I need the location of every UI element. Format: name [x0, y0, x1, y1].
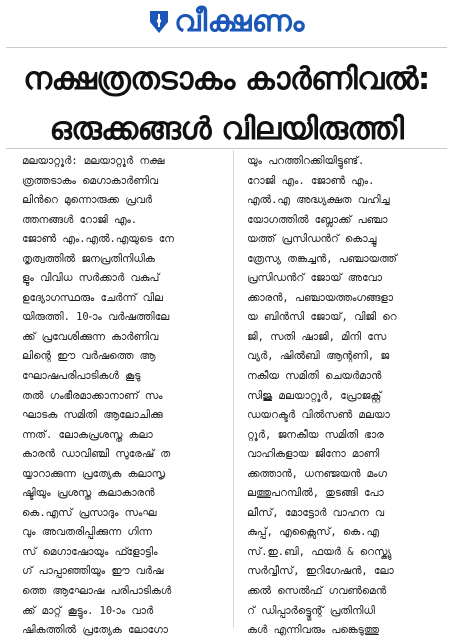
article-line: ലീസ്, മോട്ടോർ വാഹന വ [247, 506, 385, 519]
article-line: ജി, സതി ഷാജി, മിനി സേ [247, 330, 387, 343]
article-line: ത്തെ ആഘോഷ പരിപാടികൾ [22, 585, 172, 598]
article-line: ഡയറക്ടർ വിൽസൺ മലയാ [247, 409, 390, 422]
column-divider [233, 150, 234, 628]
article-line: യോഗത്തിൽ ബ്ലോക്ക് പഞ്ചാ [247, 213, 388, 226]
article-line: സ് മെഗാഷോയും ഫ്ളോട്ടിം [22, 545, 158, 558]
article-line: റ് ഡിപ്പാർട്ട്മെന്റ് പ്രതിനിധി [247, 604, 375, 617]
article-line: യ ബിൻസി ജോയ്, വിജി റെ [247, 311, 397, 324]
article-line: ലത്തുപറമ്പിൽ, തുടങ്ങി പോ [247, 487, 384, 500]
article-line: ഘാടക സമിതി ആലോചിക്കു [22, 409, 163, 422]
article-column-1 [22, 152, 222, 641]
article-line: വ്യർ, ഷിൽബി ആന്റണി, ജ [247, 350, 390, 363]
article-line: ക്ക് പ്രവേശിക്കുന്ന കാർണിവ [22, 330, 159, 343]
article-line: മലയാറ്റൂർ: മലയാറ്റൂർ നക്ഷ [22, 155, 165, 167]
masthead-rule [6, 47, 447, 48]
pen-nib-icon [148, 9, 170, 35]
masthead [0, 0, 453, 44]
article-line: ഘോഷപരിപാടികൾ കൂടു [22, 370, 141, 383]
article-line: യത്ത് പ്രസിഡൻറ് കൊച്ചു [247, 233, 377, 246]
logo [148, 4, 305, 39]
headline [4, 54, 449, 154]
article-line: പ്രസിഡൻറ് ജോയ് അവോ [247, 272, 382, 285]
article-line: ജോൺ എം.എൽ.എയുടെ നേ [22, 233, 174, 246]
article-line: ത്രത്തടാകം മെഗാകാർണിവ [22, 174, 158, 187]
article-line: കാരൻ ഡാവിഞ്ചി സുരേഷ് ത [22, 448, 171, 461]
article-line: റോജി എം. ജോൺ എം. [247, 174, 375, 187]
article-line: ളും വിവിധ സർക്കാർ വകുപ് [22, 272, 160, 285]
article-line: കൾ എന്നിവരും പങ്കെടുത്തു [247, 624, 379, 637]
article-line: സിജു മലയാറ്റൂർ, പ്രോജക്റ്റ് [247, 389, 382, 402]
article-line: സർവ്വീസ്, ഇറിഗേഷൻ, ലോ [247, 565, 394, 578]
article-line: കെ.എസ് പ്രസാദും സംഘ [22, 506, 157, 519]
article-line: റ്റൂർ, ജനകീയ സമിതി ഭാര [247, 428, 384, 441]
article-line: യും പറത്തിറക്കിയിട്ടുണ്ട്. [247, 155, 365, 167]
article-line: യ്യാറാക്കുന്ന പ്രത്യേക കലാസൃ [22, 467, 166, 480]
article-line: ഷികത്തിൽ പ്രത്യേക ലോഗോ [22, 624, 168, 637]
article-line: ന്നത്. ലോകപ്രശസ്ത കലാ [22, 428, 153, 441]
article-line: ക്കൽ സെൽഫ് ഗവൺമെൻ [247, 585, 387, 598]
article-line: യിരുത്തി. 10-ാം വർഷത്തിലേ [22, 311, 170, 324]
article-line: ഷ്ടിയും പ്രശസ്ത കലാകാരൻ [22, 487, 155, 500]
article-line: ലിന്റെ ഈ വർഷത്തെ ആ [22, 350, 156, 363]
article-line: സ്.ഇ.ബി, ഫയർ & റെസ്ക്യു [247, 545, 392, 558]
headline-line-1: നക്ഷത്രതടാകം കാർണിവൽ: [23, 61, 430, 97]
article-line: നകീയ സമിതി ചെയർമാൻ [247, 370, 382, 383]
article-line: എൽ.എ അദ്ധ്യക്ഷത വഹിച്ച [247, 194, 390, 207]
article-line: വാഹികളായ ജിനോ മാണി [247, 448, 380, 461]
article-column-2 [247, 152, 447, 641]
article-line: വും അവതരിപ്പിക്കുന്ന ഗിന്ന [22, 526, 152, 539]
headline-rule [6, 148, 447, 149]
headline-line-2: ഒരുക്കങ്ങൾ വിലയിരുത്തി [49, 111, 404, 147]
article-line: ത്രേസ്യ തങ്കച്ചൻ, പഞ്ചായത്ത് [247, 252, 397, 265]
article-line: കുപ്പ്, എക്സൈസ്, കെ.എ [247, 526, 379, 539]
brand-name: വീക്ഷണം [174, 4, 305, 39]
article-line: ഉദ്യോഗസ്ഥരും ചേർന്ന് വില [22, 291, 163, 304]
article-line: ഗ് പാപ്പാഞ്ഞിയും ഈ വർഷ [22, 565, 164, 578]
article-line: ത്തനങ്ങൾ റോജി എം. [22, 213, 138, 226]
article-line: ക്കത്താൻ, ധനഞ്ജയൻ മംഗ [247, 467, 387, 480]
article-line: ലിൻറെ മുന്നൊരുക്ക പ്രവർ [22, 194, 153, 207]
article-line: ക്കാരൻ, പഞ്ചായത്തംഗങ്ങളാ [247, 291, 393, 304]
article-line: തൃത്വത്തിൽ ജനപ്രതിനിധിക [22, 252, 155, 265]
article-line: ക്ക് മാറ്റ് കൂട്ടും. 10-ാം വാർ [22, 604, 154, 617]
article-line: തൽ ഗംഭീരമാക്കാനാണ് സം [22, 389, 163, 402]
